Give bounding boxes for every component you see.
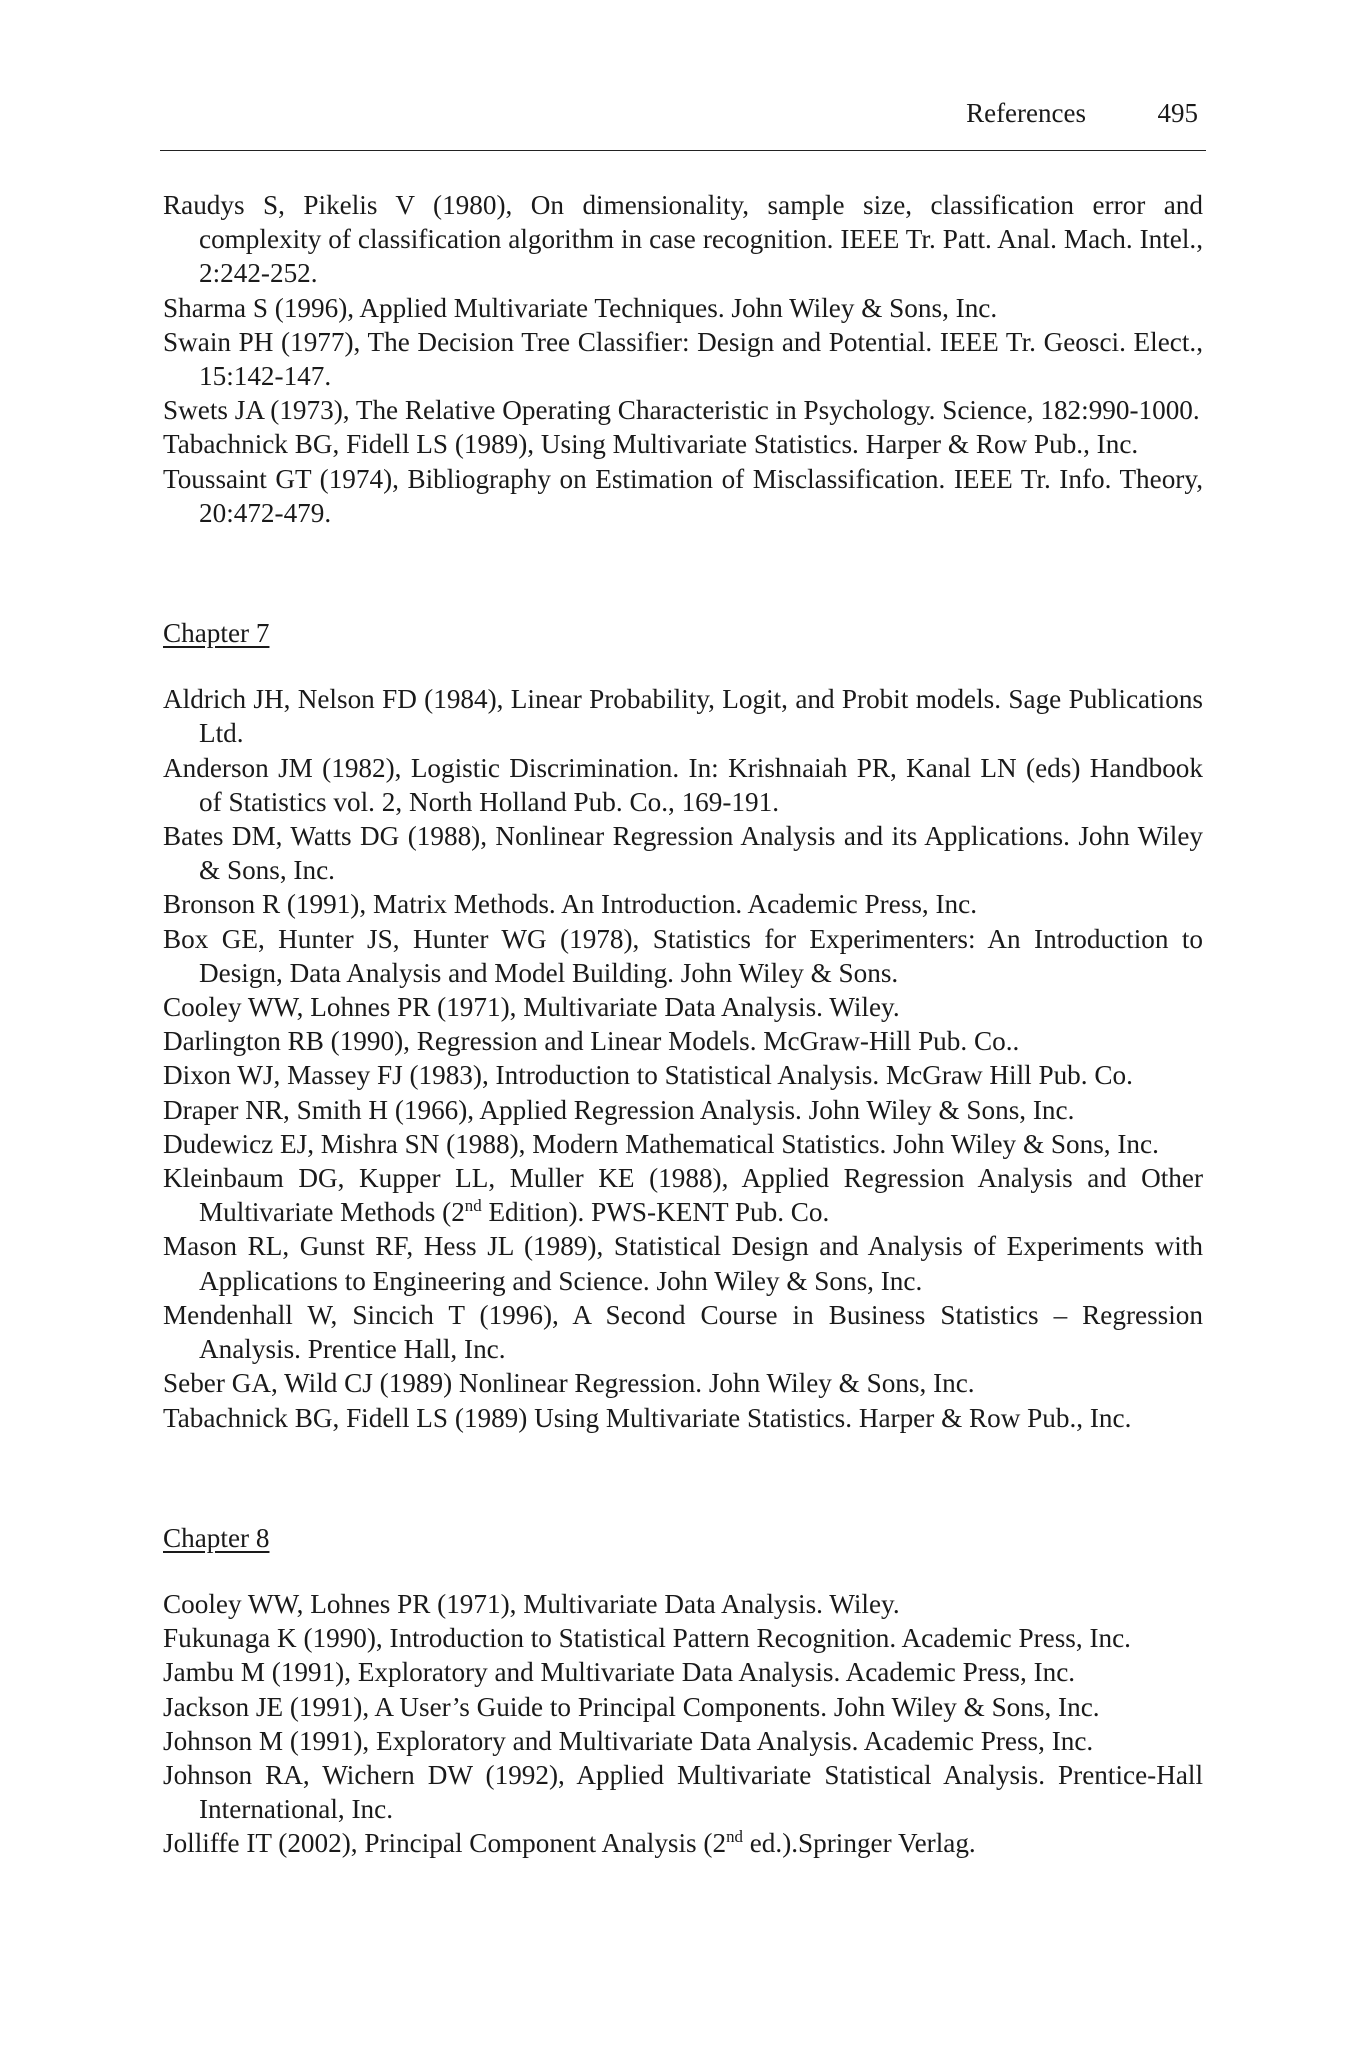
- reference-entry: Tabachnick BG, Fidell LS (1989) Using Multivariate Statistics. Harper & Row Pub., Inc.: [163, 1402, 1132, 1433]
- reference-entry: Cooley WW, Lohnes PR (1971), Multivariate Data Analysis. Wiley.: [163, 992, 900, 1023]
- page-number: 495: [1157, 98, 1198, 128]
- reference-entry: Seber GA, Wild CJ (1989) Nonlinear Regression. John Wiley & Sons, Inc.: [163, 1368, 975, 1399]
- reference-entry: Jackson JE (1991), A User’s Guide to Principal Components. John Wiley & Sons, Inc.: [163, 1691, 1100, 1722]
- reference-entry: Draper NR, Smith H (1966), Applied Regression Analysis. John Wiley & Sons, Inc.: [163, 1094, 1075, 1125]
- reference-entry: Mendenhall W, Sincich T (1996), A Second Course in Business Statistics – Regression Analysis. Prentice Hall, Inc.: [163, 1299, 1203, 1365]
- reference-entry: Johnson RA, Wichern DW (1992), Applied Multivariate Statistical Analysis. Prentice-Hall International, Inc.: [163, 1759, 1203, 1825]
- reference-entry: Darlington RB (1990), Regression and Linear Models. McGraw-Hill Pub. Co..: [163, 1026, 1020, 1057]
- ordinal-superscript: nd: [464, 1196, 482, 1216]
- page-header: [160, 98, 1206, 151]
- reference-text: ed.).Springer Verlag.: [742, 1828, 976, 1859]
- reference-entry-kleinbaum: [163, 1161, 1203, 1229]
- reference-entry-jolliffe: [163, 1826, 1203, 1860]
- reference-entry: Fukunaga K (1990), Introduction to Statistical Pattern Recognition. Academic Press, Inc.: [163, 1623, 1131, 1654]
- reference-text: Kleinbaum DG, Kupper LL, Muller KE (1988), Applied Regression Analysis and Other Multivariate Methods (2: [163, 1163, 1203, 1228]
- reference-entry: Dudewicz EJ, Mishra SN (1988), Modern Mathematical Statistics. John Wiley & Sons, Inc.: [163, 1128, 1159, 1159]
- reference-entry: Tabachnick BG, Fidell LS (1989), Using Multivariate Statistics. Harper & Row Pub., Inc.: [163, 429, 1139, 460]
- reference-entry: Aldrich JH, Nelson FD (1984), Linear Probability, Logit, and Probit models. Sage Publications Ltd.: [163, 684, 1203, 749]
- reference-entry: Mason RL, Gunst RF, Hess JL (1989), Statistical Design and Analysis of Experiments with Applications to Engineering and Science. John Wiley & Sons, Inc.: [163, 1231, 1203, 1296]
- reference-entry: Jambu M (1991), Exploratory and Multivariate Data Analysis. Academic Press, Inc.: [163, 1657, 1076, 1688]
- reference-entry: Cooley WW, Lohnes PR (1971), Multivariate Data Analysis. Wiley.: [163, 1588, 900, 1619]
- reference-entry: Swain PH (1977), The Decision Tree Classifier: Design and Potential. IEEE Tr. Geosci. Elect., 15:142-147.: [163, 326, 1203, 392]
- reference-entry: Bates DM, Watts DG (1988), Nonlinear Regression Analysis and its Applications. John Wiley & Sons, Inc.: [163, 821, 1203, 886]
- references-list: [163, 188, 1203, 1861]
- reference-entry: Dixon WJ, Massey FJ (1983), Introduction to Statistical Analysis. McGraw Hill Pub. Co.: [163, 1060, 1133, 1091]
- reference-entry: Raudys S, Pikelis V (1980), On dimensionality, sample size, classification error and complexity of classification algorithm in case recognition. IEEE Tr. Patt. Anal. Mach. Intel., 2:242-252.: [163, 190, 1203, 289]
- reference-text: Jolliffe IT (2002), Principal Component Analysis (2: [163, 1828, 727, 1859]
- reference-entry: Sharma S (1996), Applied Multivariate Techniques. John Wiley & Sons, Inc.: [163, 292, 998, 323]
- reference-entry: Toussaint GT (1974), Bibliography on Estimation of Misclassification. IEEE Tr. Info. Theory, 20:472-479.: [163, 463, 1203, 528]
- chapter-8-heading: Chapter 8: [163, 1522, 270, 1553]
- reference-text: Edition). PWS-KENT Pub. Co.: [481, 1197, 830, 1228]
- reference-entry: Bronson R (1991), Matrix Methods. An Introduction. Academic Press, Inc.: [163, 889, 978, 920]
- reference-entry: Box GE, Hunter JS, Hunter WG (1978), Statistics for Experimenters: An Introduction to Design, Data Analysis and Model Building. John Wiley & Sons.: [163, 923, 1203, 988]
- running-title: References: [966, 98, 1086, 128]
- chapter-7-heading: Chapter 7: [163, 618, 270, 649]
- reference-entry: Swets JA (1973), The Relative Operating Characteristic in Psychology. Science, 182:990-1000.: [163, 395, 1200, 426]
- ordinal-superscript: nd: [726, 1827, 743, 1847]
- reference-entry: Anderson JM (1982), Logistic Discrimination. In: Krishnaiah PR, Kanal LN (eds) Handbook of Statistics vol. 2, North Holland Pub. Co., 169-191.: [163, 752, 1203, 817]
- reference-entry: Johnson M (1991), Exploratory and Multivariate Data Analysis. Academic Press, Inc.: [163, 1725, 1094, 1756]
